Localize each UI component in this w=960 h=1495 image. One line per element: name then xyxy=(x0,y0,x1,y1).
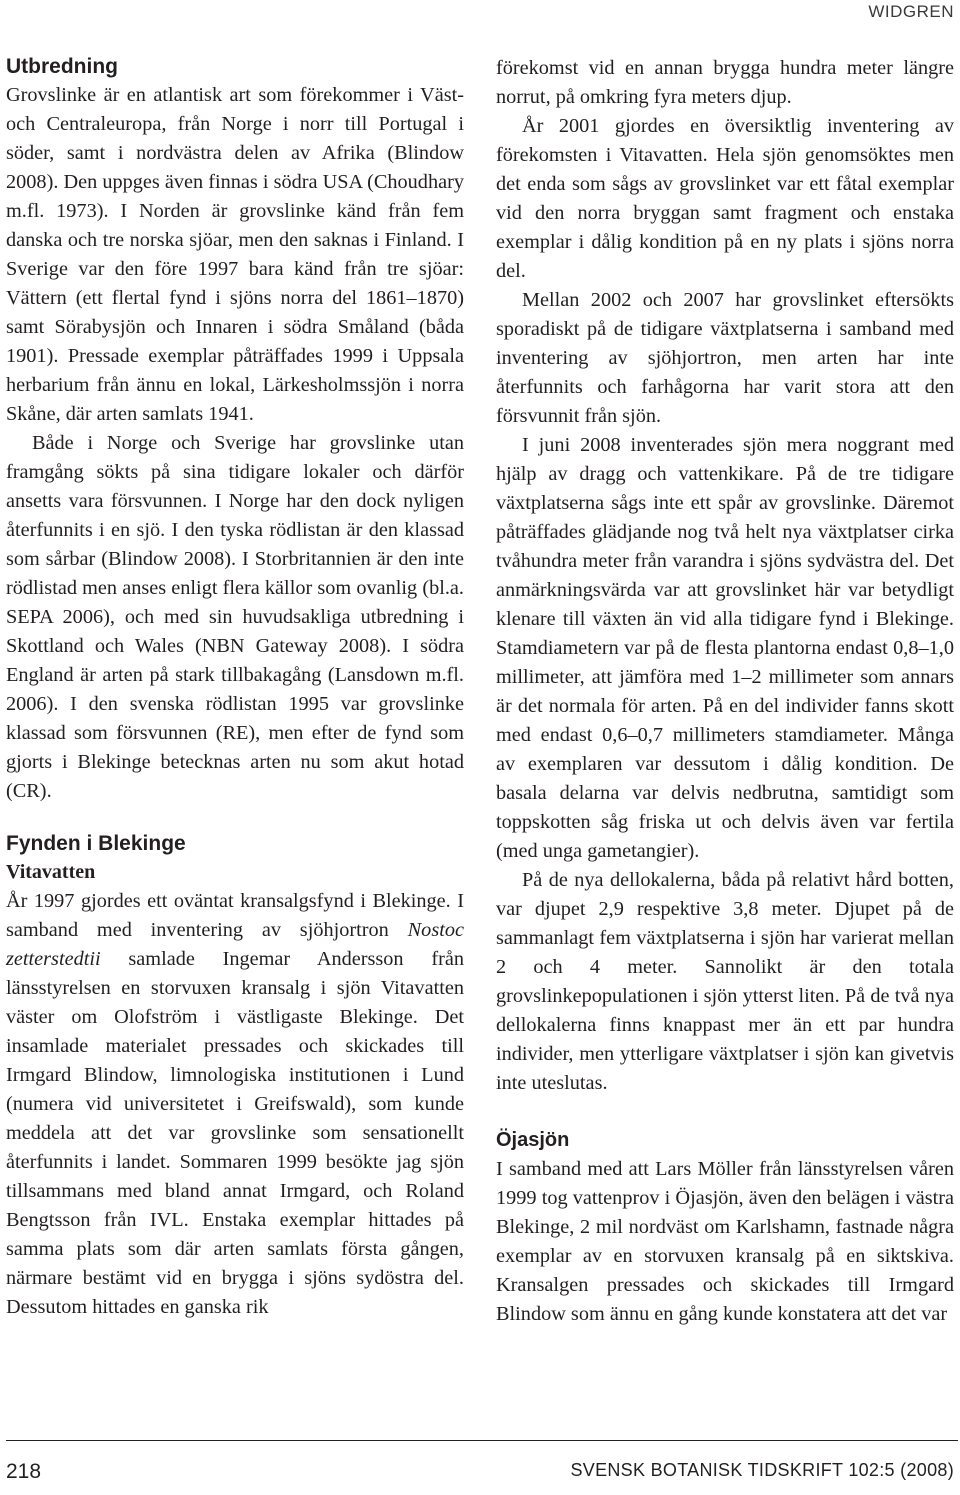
right-column xyxy=(496,54,954,1329)
subheading-vitavatten: Vitavatten xyxy=(6,861,96,883)
paragraph-vitavatten-1 xyxy=(6,887,464,1322)
species-name: Nostoc zetterstedtii xyxy=(6,919,464,970)
journal-citation: SVENSK BOTANISK TIDSKRIFT 102:5 (2008) xyxy=(570,1460,954,1480)
paragraph-dellokaler: På de nya dellokalerna, båda på relativt hård botten, var djupet 2,9 respektive 3,8 meter. Djupet på de sammanlagt fem växtplatserna i sjön har varierat mellan 2 och 4 meter. Sannolikt är den totala grovslinkepopulationen i sjön ytterst liten. På de två nya dellokalerna finns knappast mer än ett par hundra individer, men ytterligare växtplatser i sjön kan givetvis inte uteslutas. xyxy=(496,869,954,1094)
paragraph-juni-2008: I juni 2008 inventerades sjön mera noggrant med hjälp av dragg och vattenkikare. På de tre tidigare växtplatserna sågs inte ett spår av grovslinke. Däremot påträffades glädjande nog två helt nya växtplatser cirka tvåhundra meter från varandra i sjöns sydvästra del. Det anmärkningsvärda var att grovslinket här var betydligt klenare till växten än vid alla tidigare fynd i Blekinge. Stamdiametern var på de flesta plantorna endast 0,8–1,0 millimeter, att jämföra med 1–2 millimeter som annars är det normala för arten. På en del individer fanns skott med endast 0,6–0,7 millimeters stamdiameter. Många av exemplaren var dessutom i dålig kondition. De basala delarna var delvis nedbrutna, samtidigt som toppskotten såg friska ut och delvis även var fertila (med unga gametangier). xyxy=(496,434,954,862)
text-run: samlade Ingemar Andersson från länsstyrelsen en storvuxen kransalg i sjön Vitavatten väster om Olofström i västligaste Blekinge. Det insamlade materialet pressades och skickades till Irmgard Blindow, limnologiska institutionen i Lund (numera vid universitetet i Greifswald), som kunde meddela att det var grovslinke som sensationellt återfunnits i landet. Sommaren 1999 besökte jag sjön tillsammans med bland annat Irmgard, och Roland Bengtsson från IVL. Enstaka exemplar hittades på samma plats som där arten samlats första gången, närmare bestämt vid en brygga i sjöns sydöstra del. Dessutom hittades en ganska rik xyxy=(6,948,464,1318)
section-heading-utbredning: Utbredning xyxy=(6,55,118,78)
text-run: År 1997 gjordes ett oväntat kransalgsfynd i Blekinge. I samband med inventering av sjöhjortron xyxy=(6,890,464,941)
left-column xyxy=(6,52,464,1322)
paragraph-ojasjon-1: I samband med att Lars Möller från länsstyrelsen våren 1999 tog vattenprov i Öjasjön, även den belägen i västra Blekinge, 2 mil nordväst om Karlshamn, fastnade några exemplar av en storvuxen kransalg på en siktskiva. Kransalgen pressades och skickades till Irmgard Blindow som ännu en gång kunde konstatera att det var xyxy=(496,1158,954,1325)
footer-divider xyxy=(6,1440,958,1441)
paragraph-inventering-2001: År 2001 gjordes en översiktlig inventering av förekomsten i Vitavatten. Hela sjön genomsöktes men det enda som sågs av grovslinket var ett fåtal exemplar vid den norra bryggan samt fragment och enstaka exemplar i dålig kondition på en ny plats i sjöns norra del. xyxy=(496,115,954,282)
paragraph-2002-2007: Mellan 2002 och 2007 har grovslinket eftersökts sporadiskt på de tidigare växtplatserna i samband med inventering av sjöhjortron, men arten har inte återfunnits och farhågorna har varit stora att den försvunnit från sjön. xyxy=(496,289,954,427)
paragraph-utbredning-2: Både i Norge och Sverige har grovslinke utan framgång sökts på sina tidigare lokaler och därför ansetts vara försvunnen. I Norge har den dock nyligen återfunnits i en sjö. I den tyska rödlistan är den klassad som sårbar (Blindow 2008). I Storbritannien är den inte rödlistad men anses enligt flera källor som ovanlig (bl.a. SEPA 2006), och med sin huvudsakliga utbredning i Skottland och Wales (NBN Gateway 2008). I södra England är arten på stark tillbakagång (Lansdown m.fl. 2006). I den svenska rödlistan 1995 var grovslinke klassad som försvunnen (RE), men efter de fynd som gjorts i Blekinge betecknas arten nu som akut hotad (CR). xyxy=(6,432,464,802)
section-heading-fynden: Fynden i Blekinge xyxy=(6,832,186,855)
page-number: 218 xyxy=(6,1460,42,1483)
running-head-author: WIDGREN xyxy=(868,2,954,21)
paragraph-continued: förekomst vid en annan brygga hundra meter längre norrut, på omkring fyra meters djup. xyxy=(496,57,954,108)
subheading-ojasjon: Öjasjön xyxy=(496,1129,570,1151)
paragraph-utbredning-1: Grovslinke är en atlantisk art som förekommer i Väst- och Centraleuropa, från Norge i norr till Portugal i söder, samt i nordvästra delen av Afrika (Blindow 2008). Den uppges även finnas i södra USA (Choudhary m.fl. 1973). I Norden är grovslinke känd från fem danska och tre norska sjöar, men den saknas i Finland. I Sverige var den före 1997 bara känd från tre sjöar: Vättern (ett flertal fynd i sjöns norra del 1861–1870) samt Sörabysjön och Innaren i södra Småland (båda 1901). Pressade exemplar påträffades 1999 i Uppsala herbarium från ännu en lokal, Lärkesholmssjön i norra Skåne, där arten samlats 1941. xyxy=(6,84,464,425)
